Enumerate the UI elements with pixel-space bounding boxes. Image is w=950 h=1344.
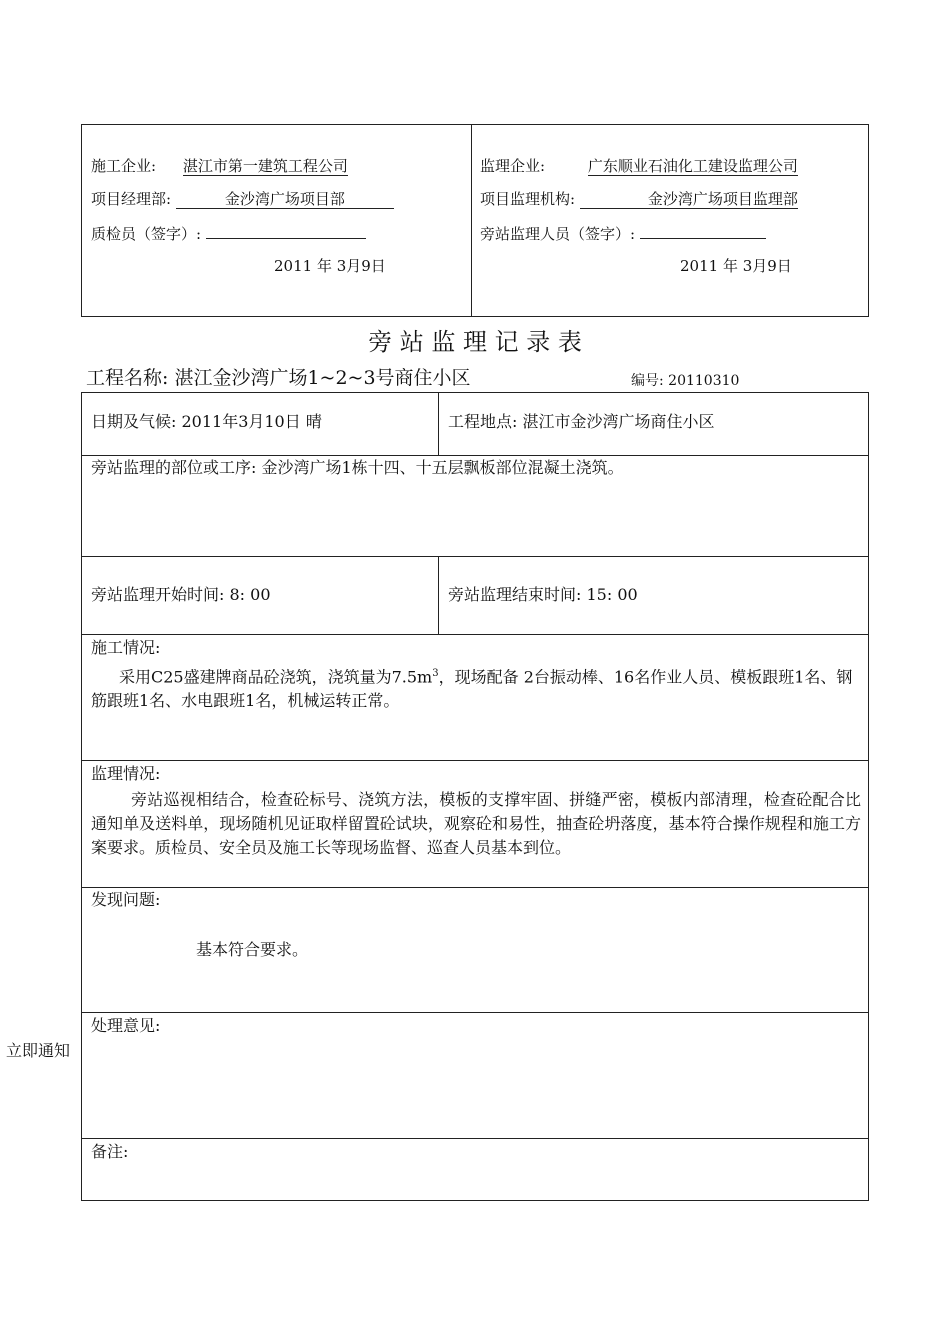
column-divider (438, 392, 439, 455)
construction-company-value: 湛江市第一建筑工程公司 (182, 157, 348, 175)
row-divider (81, 1138, 869, 1139)
page-title: 旁 站 监 理 记 录 表 (368, 328, 582, 356)
signature-block (81, 124, 869, 317)
problems-text: 基本符合要求。 (196, 940, 309, 959)
serial-number: 编号: 20110310 (631, 373, 740, 389)
supervision-company-row (480, 157, 798, 176)
left-sign-date: 2011 年 3月9日 (274, 257, 386, 275)
supervision-label: 监理情况: (91, 764, 161, 783)
right-sign-date: 2011 年 3月9日 (680, 257, 792, 275)
project-name: 工程名称: 湛江金沙湾广场1~2~3号商住小区 (86, 367, 471, 389)
row-divider (81, 556, 869, 557)
inspector-signature-line[interactable] (206, 224, 366, 239)
signature-divider (471, 124, 472, 317)
project-dept-row (91, 190, 394, 209)
inspector-label: 质检员（签字）: (91, 225, 202, 243)
supervisor-label: 旁站监理人员（签字）: (480, 225, 636, 243)
supervision-text: 旁站巡视相结合，检查砼标号、浇筑方法，模板的支撑牢固、拼缝严密，模板内部清理，检查砼配合比通知单及送料单，现场随机见证取样留置砼试块，观察砼和易性，抽查砼坍落度，基本符合操作规程和施工方案要求。质检员、安全员及施工长等现场监督、巡查人员基本到位。 (91, 790, 861, 857)
start-time: 旁站监理开始时间: 8: 00 (91, 585, 271, 604)
row-divider (81, 887, 869, 888)
handling-side-note: 立即通知 (6, 1041, 71, 1060)
row-divider (81, 634, 869, 635)
column-divider (438, 556, 439, 634)
remarks-label: 备注: (91, 1142, 129, 1161)
project-dept-label: 项目经理部: (91, 190, 172, 208)
problems-label: 发现问题: (91, 890, 161, 909)
cubic-superscript: 3 (432, 668, 439, 679)
row-divider (81, 1012, 869, 1013)
project-dept-value: 金沙湾广场项目部 (176, 190, 394, 209)
supervision-company-label: 监理企业: (480, 157, 546, 175)
handling-label: 处理意见: (91, 1016, 161, 1035)
construction-company-row (91, 157, 348, 176)
supervision-company-value: 广东顺业石油化工建设监理公司 (587, 157, 798, 175)
supervision-org-value: 金沙湾广场项目监理部 (580, 190, 798, 209)
project-location: 工程地点: 湛江市金沙湾广场商住小区 (448, 412, 715, 431)
supervised-part: 旁站监理的部位或工序: 金沙湾广场1栋十四、十五层飘板部位混凝土浇筑。 (91, 458, 624, 477)
construction-label: 施工情况: (91, 638, 161, 657)
construction-text: 采用C25盛建牌商品砼浇筑，浇筑量为$7.5m^3$，现场配备 2台振动棒、16名作业人员、模板跟班1名、钢筋跟班1名、水电跟班1名，机械运转正常。 (91, 667, 853, 711)
supervisor-signature-line[interactable] (640, 224, 766, 239)
row-divider (81, 760, 869, 761)
row-divider (81, 455, 869, 456)
inspector-signature-row (91, 224, 366, 243)
supervisor-signature-row (480, 224, 766, 243)
construction-company-label: 施工企业: (91, 157, 157, 175)
supervision-org-row (480, 190, 798, 209)
end-time: 旁站监理结束时间: 15: 00 (448, 585, 638, 604)
supervision-org-label: 项目监理机构: (480, 190, 576, 208)
date-weather: 日期及气候: 2011年3月10日 晴 (91, 412, 322, 431)
